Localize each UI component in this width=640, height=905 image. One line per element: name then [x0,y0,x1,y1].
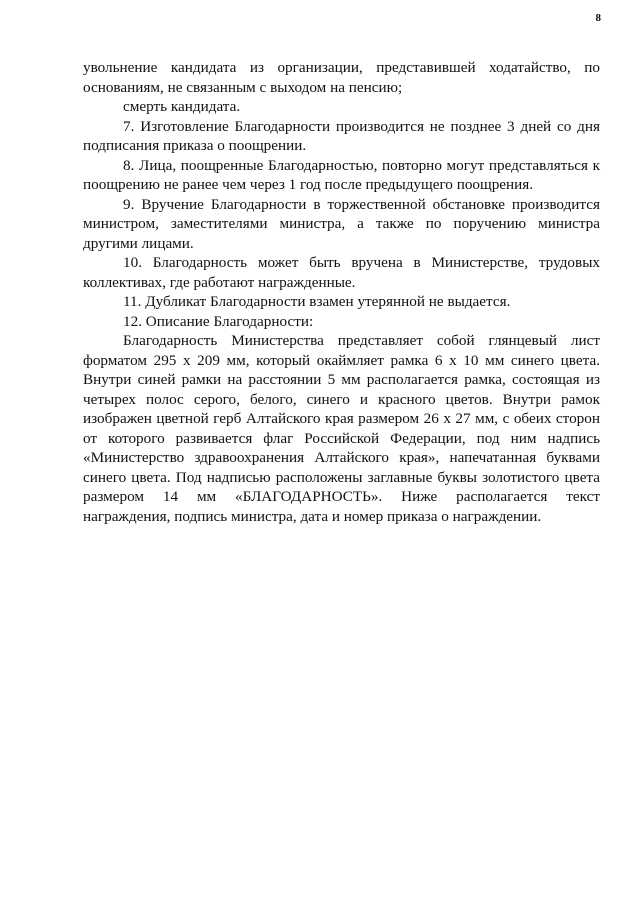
document-body [83,58,600,526]
page-number: 8 [595,12,601,24]
paragraph-item-11: 11. Дубликат Благодарности взамен утерянной не выдается. [123,293,511,310]
paragraph-dismissal-continuation: увольнение кандидата из организации, представившей ходатайство, по основаниям, не связанным с выходом на пенсию; [83,59,600,96]
paragraph-item-8: 8. Лица, поощренные Благодарностью, повторно могут представляться к поощрению не ранее чем через 1 год после предыдущего поощрения. [83,156,600,193]
paragraph-item-7: 7. Изготовление Благодарности производится не позднее 3 дней со дня подписания приказа о поощрении. [83,117,600,154]
paragraph-death: смерть кандидата. [123,98,241,115]
paragraph-description: Благодарность Министерства представляет собой глянцевый лист форматом 295 х 209 мм, который окаймляет рамка 6 х 10 мм синего цвета. Внутри синей рамки на расстоянии 5 мм располагается рамка, состоящая из четырех полос серого, белого, синего и красного цветов. Внутри рамок изображен цветной герб Алтайского края размером 26 х 27 мм, с обеих сторон от которого развивается флаг Российской Федерации, под ним надпись «Министерство здравоохранения Алтайского края», напечатанная буквами синего цвета. Под надписью расположены заглавные буквы золотистого цвета размером 14 мм «БЛАГОДАРНОСТЬ». Ниже располагается текст награждения, подпись министра, дата и номер приказа о награждении. [83,332,600,525]
paragraph-item-10: 10. Благодарность может быть вручена в Министерстве, трудовых коллективах, где работают награжденные. [83,254,600,291]
paragraph-item-12: 12. Описание Благодарности: [123,312,314,330]
paragraph-item-9: 9. Вручение Благодарности в торжественной обстановке производится министром, заместителями министра, а также по поручению министра другими лицами. [83,195,600,252]
